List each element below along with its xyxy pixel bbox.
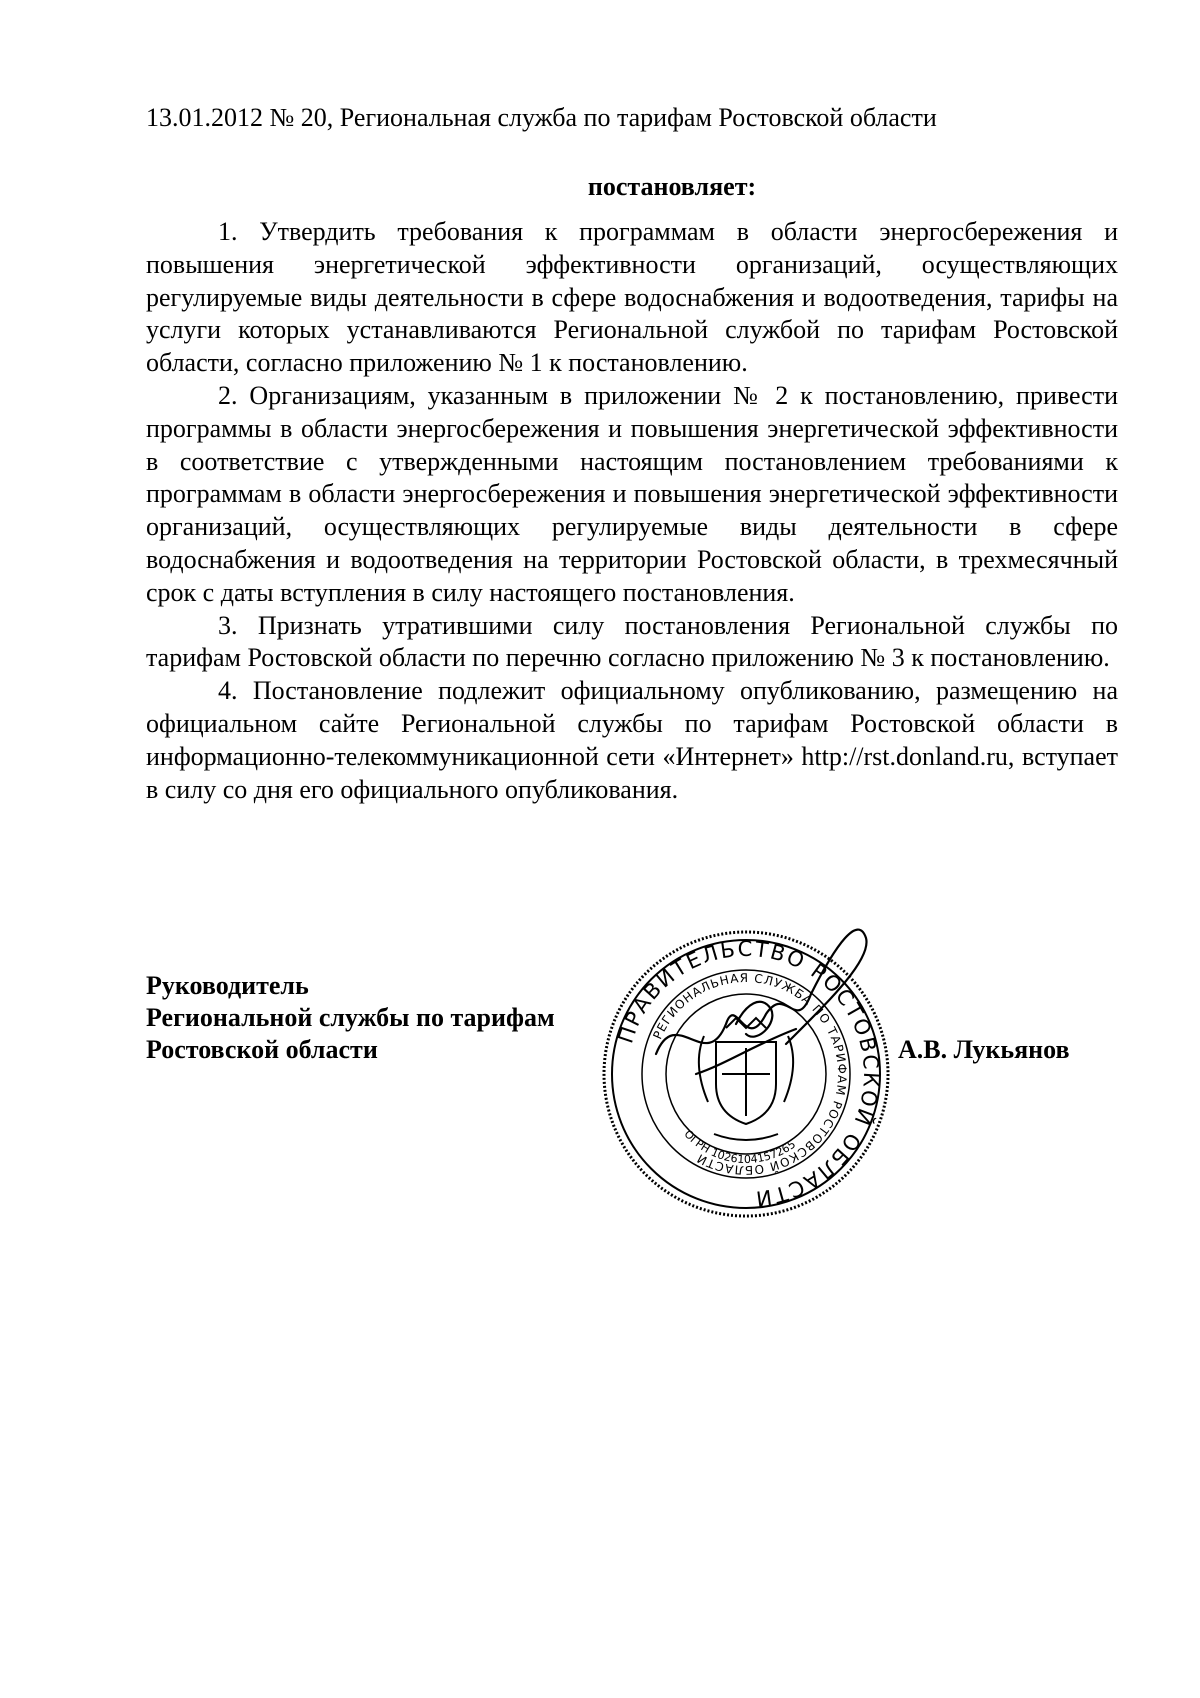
preamble-line: 13.01.2012 № 20, Региональная служба по тарифам Ростовской области [146, 103, 937, 132]
paragraph-1: 1. Утвердить требования к программам в области энергосбережения и повышения энергетической эффективности организаций, осуществляющих регулируемые виды деятельности в сфере водоснабжения и водоотведения, тарифы на услуги которых устанавливаются Региональной службой по тарифам Ростовской области, согласно приложению № 1 к постановлению. [146, 217, 1118, 378]
decree-heading [0, 170, 1200, 204]
paragraph-2: 2. Организациям, указанным в приложении № 2 к постановлению, привести программы в области энергосбережения и повышения энергетической эффективности в соответствие с утвержденными настоящим постановлением требованиями к программам в области энергосбережения и повышения энергетической эффективности организаций, осуществляющих регулируемые виды деятельности в сфере водоснабжения и водоотведения на территории Ростовской области, в трехмесячный срок с даты вступления в силу настоящего постановления. [146, 380, 1118, 607]
signatory-title-line1: Руководитель [146, 971, 309, 1000]
signatory-title-line2: Региональной службы по тарифам [146, 1003, 555, 1032]
seal-outer-text: ПРАВИТЕЛЬСТВО РОСТОВСКОЙ ОБЛАСТИ [613, 936, 884, 1211]
decree-body [146, 216, 1118, 806]
signatory-title [146, 970, 555, 1066]
paragraph-3: 3. Признать утратившими силу постановления Региональной службы по тарифам Ростовской области по перечню согласно приложению № 3 к постановлению. [146, 610, 1118, 673]
decree-word: постановляет: [587, 172, 757, 201]
signatory-title-line3: Ростовской области [146, 1035, 378, 1064]
official-seal [596, 924, 896, 1224]
seal-bottom-text: ОГРН 1026104157265 [681, 1127, 799, 1167]
paragraph-4: 4. Постановление подлежит официальному опубликованию, размещению на официальном сайте Региональной службы по тарифам Ростовской области в информационно-телекоммуникационной сети «Интернет» http://rst.donland.ru, вступает в силу со дня его официального опубликования. [146, 676, 1118, 804]
seal-inner-text: РЕГИОНАЛЬНАЯ СЛУЖБА ПО ТАРИФАМ РОСТОВСКОЙ ОБЛАСТИ [650, 970, 850, 1178]
signatory-name: А.В. Лукьянов [898, 1035, 1070, 1064]
